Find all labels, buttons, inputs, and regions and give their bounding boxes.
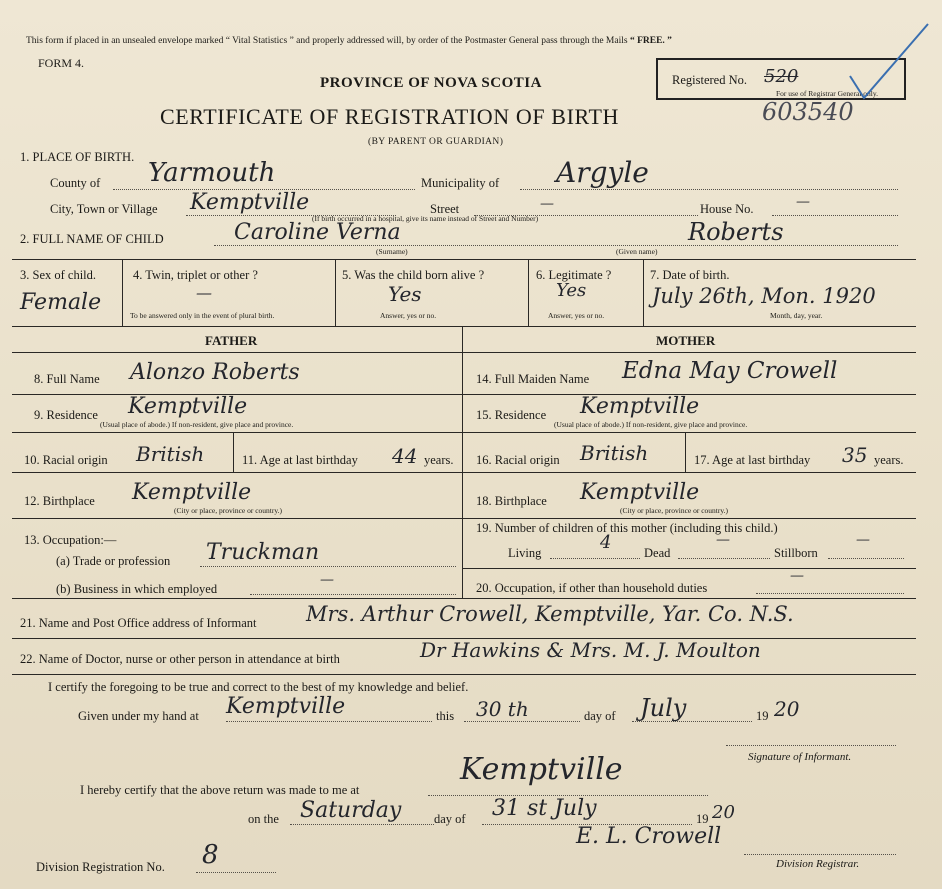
child-name-label: 2. FULL NAME OF CHILD bbox=[20, 232, 164, 246]
twin-value: — bbox=[196, 283, 212, 302]
registrar-note: For use of Registrar General only. bbox=[776, 89, 878, 98]
given-year-value: 20 bbox=[774, 697, 800, 721]
informant-label: 21. Name and Post Office address of Informant bbox=[20, 616, 257, 630]
day-of-label: day of bbox=[584, 709, 616, 723]
form-number: FORM 4. bbox=[38, 56, 85, 70]
date-of-birth-label: 7. Date of birth. bbox=[650, 268, 730, 282]
father-age-suffix: years. bbox=[424, 453, 454, 467]
father-trade-value: Truckman bbox=[206, 540, 320, 565]
signature-informant-label: Signature of Informant. bbox=[748, 751, 852, 763]
street-value: — bbox=[540, 196, 554, 212]
registrar-year-prefix: 19 bbox=[696, 812, 709, 826]
father-trade-label: (a) Trade or profession bbox=[56, 554, 171, 568]
mother-birthplace-value: Kemptville bbox=[580, 480, 700, 505]
stillborn-value: — bbox=[856, 532, 870, 548]
page-title: CERTIFICATE OF REGISTRATION OF BIRTH bbox=[160, 104, 619, 129]
registrar-day-of-label: day of bbox=[434, 812, 466, 826]
father-name-value: Alonzo Roberts bbox=[130, 360, 300, 385]
mother-occupation-label: 20. Occupation, if other than household duties bbox=[476, 581, 708, 595]
father-racial-label: 10. Racial origin bbox=[24, 453, 108, 467]
father-birthplace-label: 12. Birthplace bbox=[24, 494, 95, 508]
municipality-value: Argyle bbox=[556, 156, 649, 189]
given-label: Given under my hand at bbox=[78, 709, 199, 723]
registrar-weekday-value: Saturday bbox=[300, 798, 402, 823]
mother-name-value: Edna May Crowell bbox=[622, 358, 838, 384]
doctor-value: Dr Hawkins & Mrs. M. J. Moulton bbox=[420, 638, 761, 662]
registrar-year-value: 20 bbox=[712, 802, 735, 823]
living-label: Living bbox=[508, 546, 542, 560]
mother-racial-value: British bbox=[580, 441, 649, 465]
mother-children-label: 19. Number of children of this mother (including this child.) bbox=[476, 521, 778, 535]
house-label: House No. bbox=[700, 202, 754, 216]
mother-residence-value: Kemptville bbox=[580, 394, 700, 419]
on-the-label: on the bbox=[248, 812, 279, 826]
mother-birthplace-label: 18. Birthplace bbox=[476, 494, 547, 508]
given-year-prefix: 19 bbox=[756, 709, 769, 723]
registrar-signature: E. L. Crowell bbox=[576, 824, 722, 849]
child-given-name: Caroline Verna bbox=[234, 220, 401, 245]
father-heading: FATHER bbox=[205, 333, 258, 348]
father-residence-note: (Usual place of abode.) If non-resident, give place and province. bbox=[100, 420, 294, 429]
mother-residence-note: (Usual place of abode.) If non-resident, give place and province. bbox=[554, 420, 748, 429]
check-mark-icon bbox=[842, 20, 932, 102]
mother-name-label: 14. Full Maiden Name bbox=[476, 372, 590, 386]
given-note: (Given name) bbox=[616, 247, 658, 256]
twin-note: To be answered only in the event of plural birth. bbox=[130, 311, 275, 320]
legitimate-note: Answer, yes or no. bbox=[548, 311, 605, 320]
alive-label: 5. Was the child born alive ? bbox=[342, 268, 485, 282]
father-business-label: (b) Business in which employed bbox=[56, 582, 218, 596]
mother-heading: MOTHER bbox=[656, 333, 716, 348]
division-registration-value: 8 bbox=[202, 840, 219, 870]
father-age-value: 44 bbox=[392, 444, 418, 468]
twin-label: 4. Twin, triplet or other ? bbox=[133, 268, 258, 282]
certify-statement: I certify the foregoing to be true and correct to the best of my knowledge and belief. bbox=[48, 680, 469, 694]
mother-birthplace-note: (City or place, province or country.) bbox=[620, 506, 729, 515]
doctor-label: 22. Name of Doctor, nurse or other person in attendance at birth bbox=[20, 652, 340, 666]
mother-racial-label: 16. Racial origin bbox=[476, 453, 560, 467]
dead-label: Dead bbox=[644, 546, 671, 560]
this-label: this bbox=[436, 709, 455, 723]
father-age-label: 11. Age at last birthday bbox=[242, 453, 358, 467]
registrar-date-value: 31 st July bbox=[492, 796, 597, 821]
father-occupation-label: 13. Occupation:— bbox=[24, 533, 117, 547]
given-place-value: Kemptville bbox=[226, 694, 346, 719]
division-registrar-label: Division Registrar. bbox=[776, 858, 860, 870]
mailing-notice: This form if placed in an unsealed envelope marked “ Vital Statistics ” and properly addressed will, by order of the Postmaster General pass through the Mails “ FREE. ” bbox=[26, 36, 672, 46]
hospital-note: (If birth occurred in a hospital, give its name instead of Street and Number) bbox=[312, 214, 539, 223]
registrar-place-value: Kemptville bbox=[460, 752, 623, 787]
registered-label: Registered No. bbox=[672, 73, 747, 87]
father-birthplace-value: Kemptville bbox=[132, 480, 252, 505]
father-name-label: 8. Full Name bbox=[34, 372, 100, 386]
province-heading: PROVINCE OF NOVA SCOTIA bbox=[320, 75, 542, 91]
free-notice: “ FREE. ” bbox=[629, 36, 672, 46]
legitimate-label: 6. Legitimate ? bbox=[536, 268, 612, 282]
dead-value: — bbox=[716, 532, 730, 548]
sex-value: Female bbox=[20, 290, 102, 315]
date-of-birth-value: July 26th, Mon. 1920 bbox=[652, 284, 876, 308]
sex-label: 3. Sex of child. bbox=[20, 268, 97, 282]
mother-residence-label: 15. Residence bbox=[476, 408, 547, 422]
father-birthplace-note: (City or place, province or country.) bbox=[174, 506, 283, 515]
place-heading: 1. PLACE OF BIRTH. bbox=[20, 150, 135, 164]
county-label: County of bbox=[50, 176, 101, 190]
mother-age-value: 35 bbox=[842, 443, 868, 467]
surname-note: (Surname) bbox=[376, 247, 408, 256]
city-label: City, Town or Village bbox=[50, 202, 158, 216]
registered-value: 520 bbox=[764, 66, 799, 87]
house-value: — bbox=[796, 194, 810, 210]
father-residence-value: Kemptville bbox=[128, 394, 248, 419]
father-business-value: — bbox=[320, 572, 334, 588]
registration-number-handwritten: 603540 bbox=[762, 98, 854, 126]
mother-occupation-value: — bbox=[790, 568, 804, 584]
page-subtitle: (BY PARENT OR GUARDIAN) bbox=[368, 137, 504, 147]
legitimate-value: Yes bbox=[556, 280, 587, 301]
father-residence-label: 9. Residence bbox=[34, 408, 98, 422]
informant-value: Mrs. Arthur Crowell, Kemptville, Yar. Co. N.S. bbox=[306, 602, 794, 626]
date-of-birth-note: Month, day, year. bbox=[770, 311, 823, 320]
child-surname: Roberts bbox=[688, 218, 784, 246]
given-day-value: 30 th bbox=[476, 697, 529, 721]
alive-value: Yes bbox=[388, 282, 422, 306]
division-registration-label: Division Registration No. bbox=[36, 860, 165, 874]
mother-age-label: 17. Age at last birthday bbox=[694, 453, 811, 467]
county-value: Yarmouth bbox=[148, 158, 276, 188]
municipality-label: Municipality of bbox=[421, 176, 500, 190]
mother-age-suffix: years. bbox=[874, 453, 904, 467]
given-month-value: July bbox=[640, 694, 687, 722]
street-label: Street bbox=[430, 202, 460, 216]
registrar-statement: I hereby certify that the above return was made to me at bbox=[80, 783, 360, 797]
stillborn-label: Stillborn bbox=[774, 546, 818, 560]
living-value: 4 bbox=[600, 532, 612, 553]
alive-note: Answer, yes or no. bbox=[380, 311, 437, 320]
father-racial-value: British bbox=[136, 442, 205, 466]
city-value: Kemptville bbox=[190, 190, 310, 215]
